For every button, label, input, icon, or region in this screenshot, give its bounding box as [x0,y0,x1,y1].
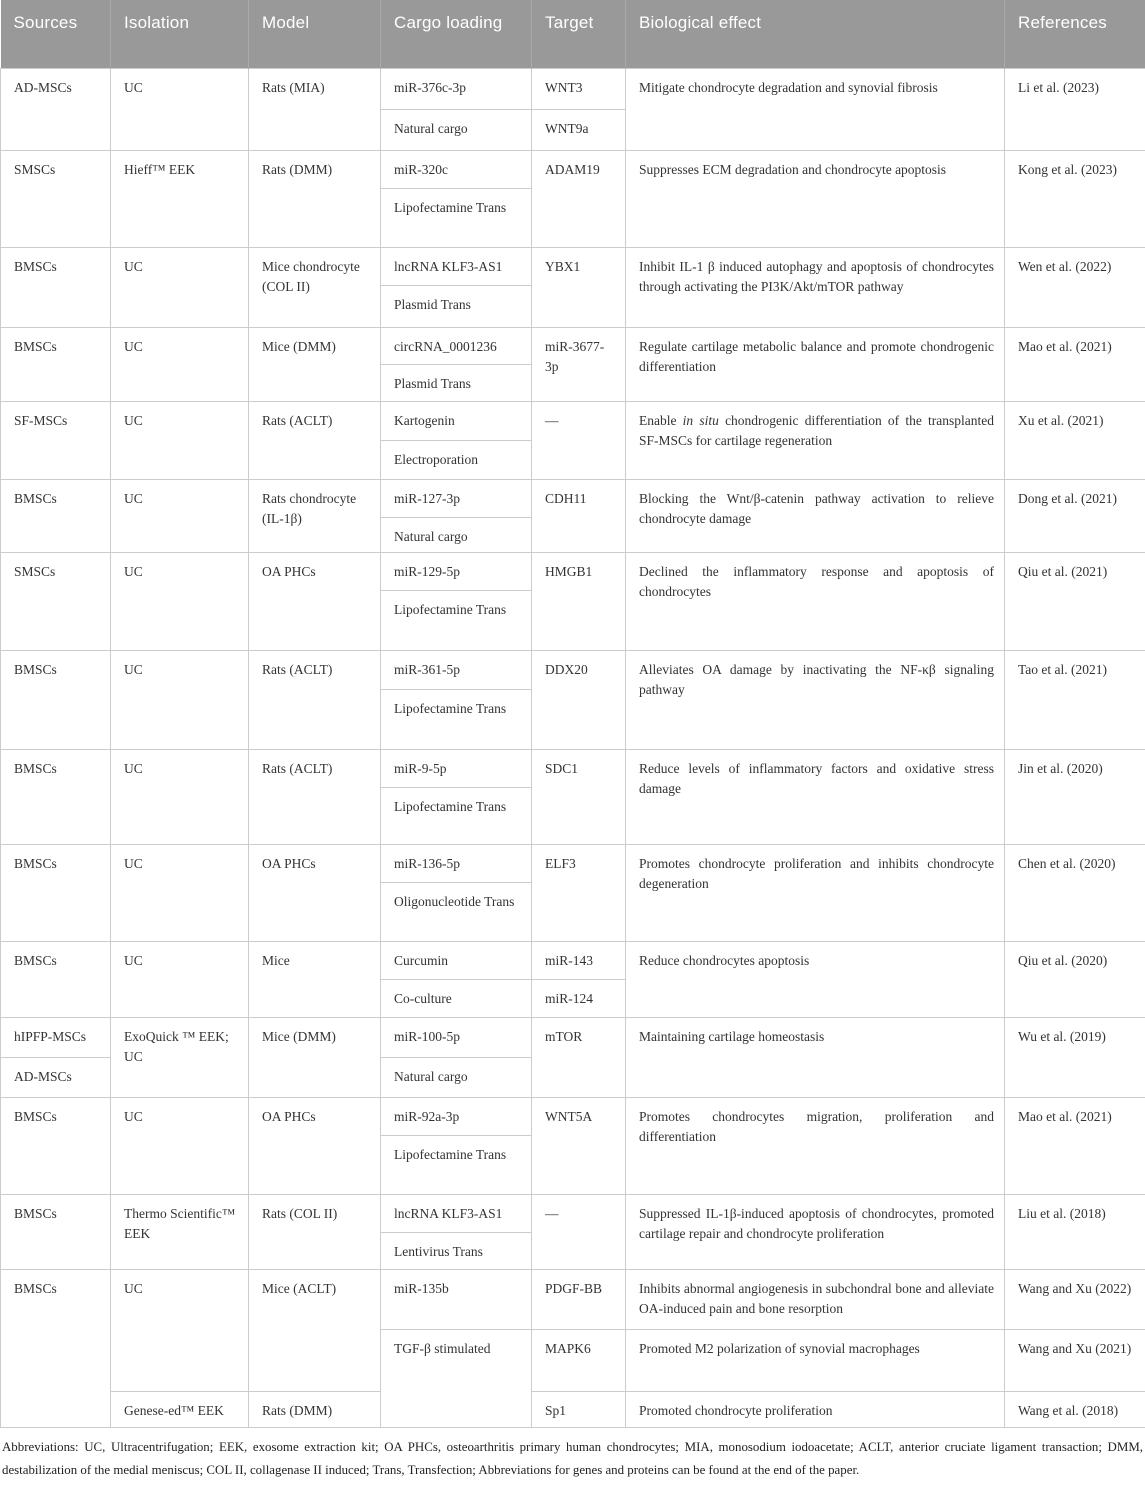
cell-isolation: UC [111,844,249,941]
cell-source: BMSCs [1,941,111,1017]
cell-model: OA PHCs [249,844,381,941]
table-row [1,1391,1145,1427]
table-row [1,150,1145,188]
table-row [1,479,1145,517]
cell-reference: Chen et al. (2020) [1005,844,1145,941]
cell-source: SMSCs [1,552,111,650]
cell-model: Mice [249,941,381,1017]
cell-effect: Inhibits abnormal angiogenesis in subchondral bone and alleviate OA-induced pain and bone resorption [626,1269,1005,1329]
table-row [1,68,1145,109]
cell-source: BMSCs [1,247,111,327]
table-header-row [1,0,1145,68]
cell-effect: Suppresses ECM degradation and chondrocyte apoptosis [626,150,1005,247]
cell-loading-method: Lipofectamine Trans [381,1135,532,1194]
cell-reference: Kong et al. (2023) [1005,150,1145,247]
table-footnote: Abbreviations: UC, Ultracentrifugation; EEK, exosome extraction kit; OA PHCs, osteoarthritis primary human chondrocytes; MIA, monosodium iodoacetate; ACLT, anterior cruciate ligament transaction; DMM, destabilization of the medial meniscus; COL II, collagenase II induced; Trans, Transfection; Abbreviations for genes and proteins can be found at the end of the paper. [0,1428,1145,1488]
cell-loading-method: Electroporation [381,440,532,479]
cell-loading-method: Lipofectamine Trans [381,689,532,749]
cell-model: Rats chondrocyte (IL-1β) [249,479,381,552]
col-header-biological-effect: Biological effect [626,0,1005,68]
cell-loading-method: Plasmid Trans [381,364,532,401]
table-row [1,1194,1145,1232]
cell-loading-method: Lipofectamine Trans [381,590,532,650]
cell-reference: Jin et al. (2020) [1005,749,1145,844]
cell-source: hIPFP-MSCs [1,1017,111,1057]
cell-target: HMGB1 [532,552,626,650]
cell-source: BMSCs [1,749,111,844]
cell-target: WNT3 [532,68,626,109]
cell-loading-method: Lipofectamine Trans [381,787,532,844]
cell-target: WNT9a [532,109,626,150]
cell-cargo: miR-100-5p [381,1017,532,1057]
table-row [1,327,1145,364]
table-row [1,1269,1145,1329]
cell-isolation: UC [111,552,249,650]
cell-target: YBX1 [532,247,626,327]
cell-target: mTOR [532,1017,626,1097]
cell-loading-method: Natural cargo [381,109,532,150]
cell-reference: Wang and Xu (2021) [1005,1329,1145,1391]
cell-reference: Li et al. (2023) [1005,68,1145,150]
cell-reference: Wu et al. (2019) [1005,1017,1145,1097]
cell-reference: Qiu et al. (2021) [1005,552,1145,650]
cell-model: Mice chondrocyte (COL II) [249,247,381,327]
cell-cargo: circRNA_0001236 [381,327,532,364]
cell-reference: Qiu et al. (2020) [1005,941,1145,1017]
cell-reference: Dong et al. (2021) [1005,479,1145,552]
cell-target: — [532,401,626,479]
cell-reference: Liu et al. (2018) [1005,1194,1145,1269]
cell-effect: Reduce chondrocytes apoptosis [626,941,1005,1017]
col-header-sources: Sources [1,0,111,68]
cell-target: miR-3677-3p [532,327,626,401]
table-row [1,749,1145,787]
cell-loading-method: Plasmid Trans [381,285,532,327]
cell-isolation: UC [111,401,249,479]
cell-source: BMSCs [1,327,111,401]
cell-effect: Regulate cartilage metabolic balance and promote chondrogenic differentiation [626,327,1005,401]
cell-model: Rats (ACLT) [249,650,381,749]
cell-isolation: Genese-ed™ EEK [111,1391,249,1427]
cell-target: miR-124 [532,979,626,1017]
cell-cargo: miR-92a-3p [381,1097,532,1135]
cell-cargo: miR-136-5p [381,844,532,882]
table-row [1,1097,1145,1135]
cell-isolation: ExoQuick ™ EEK; UC [111,1017,249,1097]
col-header-cargo-loading: Cargo loading [381,0,532,68]
col-header-isolation: Isolation [111,0,249,68]
cell-target: — [532,1194,626,1269]
col-header-model: Model [249,0,381,68]
cell-source: SF-MSCs [1,401,111,479]
cell-isolation: UC [111,941,249,1017]
cell-isolation: UC [111,749,249,844]
cell-effect [626,401,1005,479]
cell-effect: Reduce levels of inflammatory factors and oxidative stress damage [626,749,1005,844]
cell-isolation: UC [111,1097,249,1194]
cell-target: miR-143 [532,941,626,979]
cell-source: BMSCs [1,1194,111,1269]
table-row [1,1017,1145,1057]
cell-loading-method: Lipofectamine Trans [381,188,532,247]
cell-loading-method: Co-culture [381,979,532,1017]
cell-effect: Blocking the Wnt/β-catenin pathway activation to relieve chondrocyte damage [626,479,1005,552]
cell-source: AD-MSCs [1,68,111,150]
cell-cargo: miR-320c [381,150,532,188]
cell-source: BMSCs [1,650,111,749]
cell-isolation: UC [111,327,249,401]
cell-cargo: TGF-β stimulated [381,1329,532,1427]
cell-cargo: lncRNA KLF3-AS1 [381,247,532,285]
cell-cargo: miR-9-5p [381,749,532,787]
cell-cargo: miR-129-5p [381,552,532,590]
cell-loading-method: Natural cargo [381,517,532,552]
cell-reference: Wang et al. (2018) [1005,1391,1145,1427]
cell-isolation: UC [111,479,249,552]
cell-target: ELF3 [532,844,626,941]
cell-reference: Mao et al. (2021) [1005,327,1145,401]
cell-reference: Mao et al. (2021) [1005,1097,1145,1194]
cell-isolation: Thermo Scientific™ EEK [111,1194,249,1269]
cell-cargo: miR-127-3p [381,479,532,517]
cell-effect: Inhibit IL-1 β induced autophagy and apoptosis of chondrocytes through activating the PI3K/Akt/mTOR pathway [626,247,1005,327]
cell-target: CDH11 [532,479,626,552]
cell-source: BMSCs [1,844,111,941]
col-header-references: References [1005,0,1145,68]
cell-target: DDX20 [532,650,626,749]
table-row [1,650,1145,689]
cell-cargo: Curcumin [381,941,532,979]
table-row [1,552,1145,590]
cell-effect: Mitigate chondrocyte degradation and synovial fibrosis [626,68,1005,150]
cell-target: Sp1 [532,1391,626,1427]
cell-model: Rats (COL II) [249,1194,381,1269]
cell-target: PDGF-BB [532,1269,626,1329]
table-row [1,247,1145,285]
cell-source: BMSCs [1,479,111,552]
cell-model: Rats (ACLT) [249,401,381,479]
cell-effect: Promoted M2 polarization of synovial macrophages [626,1329,1005,1391]
effect-text: Enable [639,413,683,428]
cell-model: Mice (DMM) [249,327,381,401]
cell-isolation: UC [111,247,249,327]
cell-model: OA PHCs [249,1097,381,1194]
cell-effect: Alleviates OA damage by inactivating the NF-κβ signaling pathway [626,650,1005,749]
cell-isolation: Hieff™ EEK [111,150,249,247]
cell-effect: Promotes chondrocyte proliferation and inhibits chondrocyte degeneration [626,844,1005,941]
cell-isolation: UC [111,68,249,150]
cell-model: OA PHCs [249,552,381,650]
effect-italic-text: in situ [683,413,719,428]
cell-cargo: Kartogenin [381,401,532,440]
cell-effect: Suppressed IL-1β-induced apoptosis of chondrocytes, promoted cartilage repair and chondrocyte proliferation [626,1194,1005,1269]
cell-effect: Promotes chondrocytes migration, proliferation and differentiation [626,1097,1005,1194]
cell-model: Mice (DMM) [249,1017,381,1097]
cell-target: SDC1 [532,749,626,844]
cell-effect: Promoted chondrocyte proliferation [626,1391,1005,1427]
effect-text: chondrogenic differentiation of the transplanted SF-MSCs for cartilage regeneration [639,413,994,448]
cell-target: MAPK6 [532,1329,626,1391]
cell-effect: Declined the inflammatory response and apoptosis of chondrocytes [626,552,1005,650]
cell-reference: Tao et al. (2021) [1005,650,1145,749]
cell-cargo: lncRNA KLF3-AS1 [381,1194,532,1232]
col-header-target: Target [532,0,626,68]
cell-model: Rats (MIA) [249,68,381,150]
cell-isolation: UC [111,650,249,749]
cell-loading-method: Lentivirus Trans [381,1232,532,1269]
cell-cargo: miR-376c-3p [381,68,532,109]
cell-isolation: UC [111,1269,249,1391]
cell-model: Rats (DMM) [249,150,381,247]
cell-cargo: miR-135b [381,1269,532,1329]
cell-source: SMSCs [1,150,111,247]
cell-model: Rats (DMM) [249,1391,381,1427]
cell-source: BMSCs [1,1269,111,1427]
cell-cargo: miR-361-5p [381,650,532,689]
cell-reference: Xu et al. (2021) [1005,401,1145,479]
cell-reference: Wen et al. (2022) [1005,247,1145,327]
table-row [1,941,1145,979]
cell-model: Mice (ACLT) [249,1269,381,1391]
cell-target: ADAM19 [532,150,626,247]
cell-effect: Maintaining cartilage homeostasis [626,1017,1005,1097]
cell-reference: Wang and Xu (2022) [1005,1269,1145,1329]
table-row [1,844,1145,882]
cell-source: BMSCs [1,1097,111,1194]
cell-source: AD-MSCs [1,1057,111,1097]
cell-loading-method: Oligonucleotide Trans [381,882,532,941]
cell-target: WNT5A [532,1097,626,1194]
table-row [1,401,1145,440]
cell-loading-method: Natural cargo [381,1057,532,1097]
cell-model: Rats (ACLT) [249,749,381,844]
